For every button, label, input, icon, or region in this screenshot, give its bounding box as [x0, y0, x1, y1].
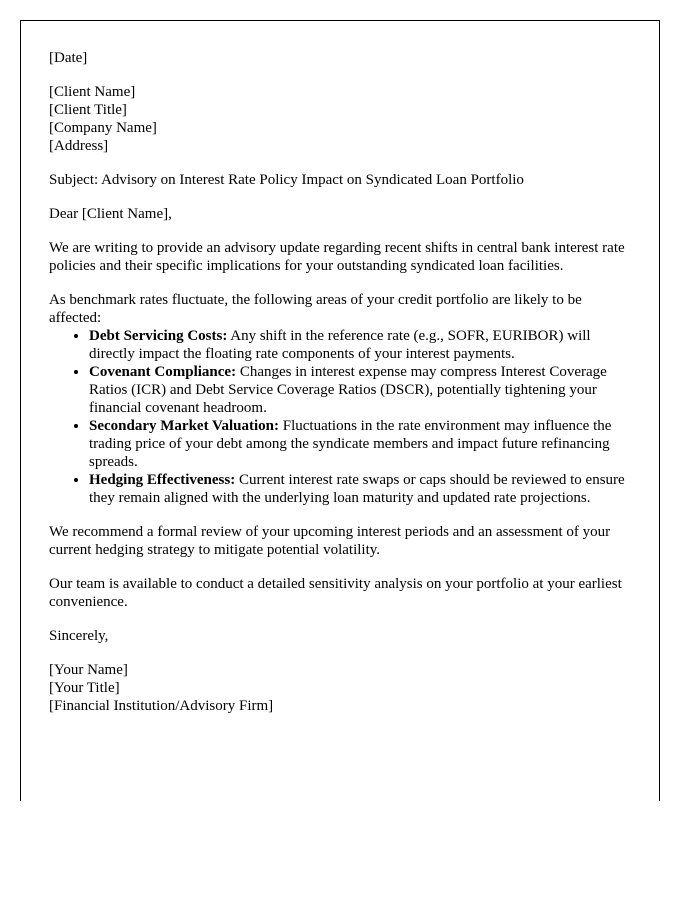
list-item-text: Fluctuations in the rate environment may influence the trading price of your debt among the syndicate members and impact future refinancing spreads. [89, 418, 612, 470]
closing-line: Sincerely, [49, 628, 109, 644]
recipient-address: [Address] [49, 138, 109, 154]
list-item-label: Debt Servicing Costs: [89, 328, 228, 344]
list-item-text: Current interest rate swaps or caps should be reviewed to ensure they remain aligned with the underlying loan maturity and updated rate projections. [89, 472, 625, 506]
recipient-block [49, 83, 631, 155]
signature-name: [Your Name] [49, 662, 128, 678]
availability-paragraph: Our team is available to conduct a detailed sensitivity analysis on your portfolio at your earliest convenience. [49, 576, 622, 610]
list-item [89, 363, 631, 417]
intro-paragraph: We are writing to provide an advisory update regarding recent shifts in central bank interest rate policies and their specific implications for your outstanding syndicated loan facilities. [49, 240, 625, 274]
list-intro-paragraph: As benchmark rates fluctuate, the following areas of your credit portfolio are likely to be affected: [49, 292, 582, 326]
list-item-label: Covenant Compliance: [89, 364, 237, 380]
list-item [89, 471, 631, 507]
recipient-name: [Client Name] [49, 84, 136, 100]
signature-block [49, 661, 631, 715]
letter-page [20, 20, 660, 801]
salutation: Dear [Client Name], [49, 206, 172, 222]
subject-line: Subject: Advisory on Interest Rate Policy Impact on Syndicated Loan Portfolio [49, 172, 524, 188]
recipient-company: [Company Name] [49, 120, 157, 136]
signature-firm: [Financial Institution/Advisory Firm] [49, 698, 274, 714]
list-item-label: Secondary Market Valuation: [89, 418, 280, 434]
recipient-title: [Client Title] [49, 102, 127, 118]
list-item [89, 417, 631, 471]
signature-title: [Your Title] [49, 680, 120, 696]
list-item-text: Any shift in the reference rate (e.g., SOFR, EURIBOR) will directly impact the floating rate components of your interest payments. [89, 328, 591, 362]
letter-date: [Date] [49, 50, 88, 66]
list-item [89, 327, 631, 363]
list-item-label: Hedging Effectiveness: [89, 472, 236, 488]
impact-list [49, 327, 631, 507]
list-item-text: Changes in interest expense may compress Interest Coverage Ratios (ICR) and Debt Service Coverage Ratios (DSCR), potentially tightening your financial covenant headroom. [89, 364, 607, 416]
recommendation-paragraph: We recommend a formal review of your upcoming interest periods and an assessment of your current hedging strategy to mitigate potential volatility. [49, 524, 611, 558]
